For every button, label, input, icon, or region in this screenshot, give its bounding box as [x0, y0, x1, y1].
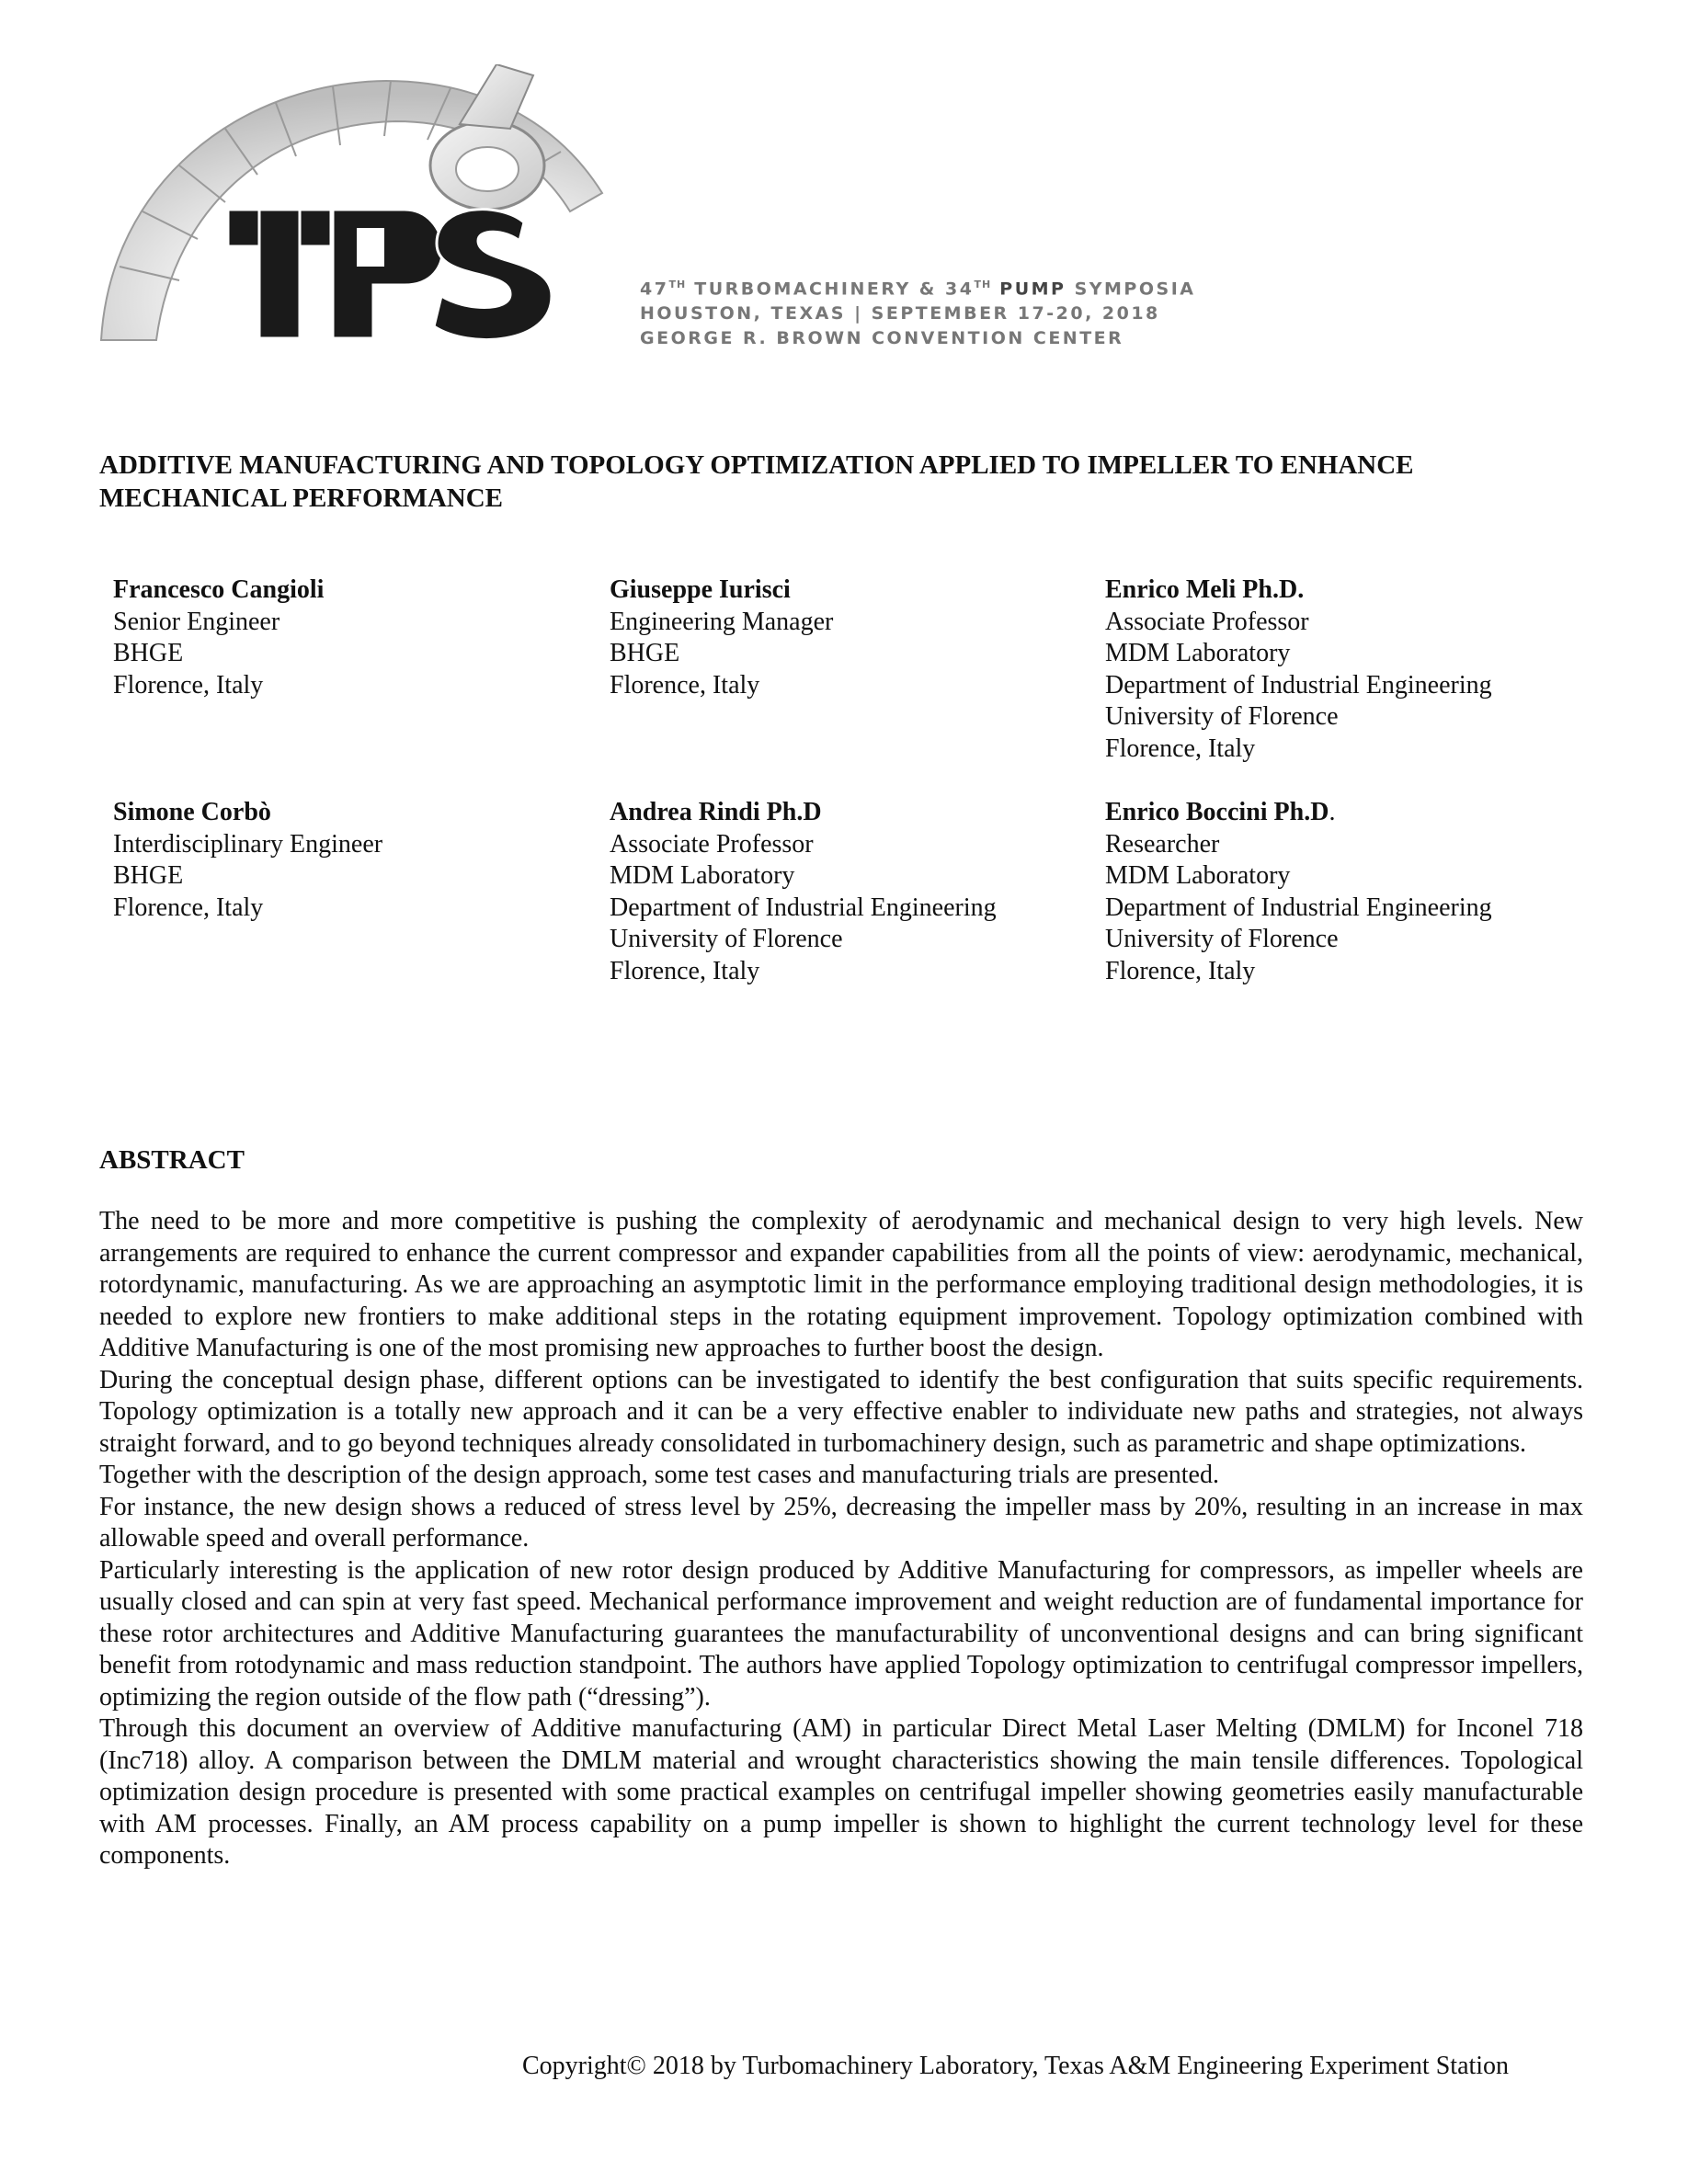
author-affiliation: Department of Industrial Engineering [610, 893, 997, 922]
ordinal-suffix: TH [668, 279, 687, 290]
symposia-line-2: HOUSTON, TEXAS | SEPTEMBER 17-20, 2018 [640, 303, 1160, 324]
pump-word: PUMP [991, 279, 1066, 300]
author-name: Enrico Meli Ph.D. [1105, 575, 1305, 604]
symposia-line-3: GEORGE R. BROWN CONVENTION CENTER [640, 328, 1124, 349]
author-block [1105, 574, 1492, 765]
author-affiliation: MDM Laboratory [1105, 861, 1291, 890]
author-affiliation: BHGE [113, 861, 184, 890]
author-affiliation: University of Florence [610, 925, 843, 953]
author-name: Giuseppe Iurisci [610, 575, 791, 604]
abstract-paragraph: For instance, the new design shows a reduced of stress level by 25%, decreasing the impeller mass by 20%, resulting in an increase in max allowable speed and overall performance. [99, 1492, 1583, 1553]
abstract-paragraph: Particularly interesting is the application of new rotor design produced by Additive Manufacturing for compressors, as impeller wheels are usually closed and can spin at very fast speed. Mechanical performance improvement and weight reduction are of fundamental importance for these rotor architectures and Additive Manufacturing guarantees the manufacturability of unconventional designs and can bring significant benefit from rotodynamic and mass reduction standpoint. The authors have applied Topology optimization to centrifugal compressor impellers, optimizing the region outside of the flow path (“dressing”). [99, 1555, 1583, 1712]
author-affiliation: Florence, Italy [113, 670, 264, 700]
symposia-text: TURBOMACHINERY & 34 [686, 279, 975, 300]
symposia-line-1 [640, 272, 1195, 301]
symposium-logo [92, 64, 625, 358]
author-block [113, 797, 382, 924]
author-affiliation: MDM Laboratory [1105, 639, 1291, 667]
author-affiliation: Researcher [1105, 829, 1220, 859]
author-affiliation: Florence, Italy [1105, 956, 1256, 985]
author-block [1105, 797, 1492, 987]
abstract-paragraph: The need to be more and more competitive is pushing the complexity of aerodynamic and mechanical design to very high levels. New arrangements are required to enhance the current compressor and expander capabilities from all the points of view: aerodynamic, mechanical, rotordynamic, manufacturing. As we are approaching an asymptotic limit in the performance employing traditional design methodologies, it is needed to explore new frontiers to make additional steps in the rotating equipment improvement. Topology optimization combined with Additive Manufacturing is one of the most promising new approaches to further boost the design. [99, 1207, 1583, 1362]
author-affiliation: Department of Industrial Engineering [1105, 670, 1492, 700]
author-affiliation: Engineering Manager [610, 607, 834, 636]
author-affiliation: Associate Professor [1105, 607, 1309, 636]
abstract-paragraph: Through this document an overview of Additive manufacturing (AM) in particular Direct Metal Laser Melting (DMLM) for Inconel 718 (Inc718) alloy. A comparison between the DMLM material and wrought characteristics showing the main tensile differences. Topological optimization design procedure is presented with some practical examples on centrifugal impeller showing geometries easily manufacturable with AM processes. Finally, an AM process capability on a pump impeller is shown to highlight the current technology level for these components. [99, 1714, 1583, 1870]
author-affiliation: MDM Laboratory [610, 861, 795, 890]
author-affiliation: Florence, Italy [610, 670, 760, 700]
abstract-heading: ABSTRACT [99, 1145, 245, 1175]
title-line: ADDITIVE MANUFACTURING AND TOPOLOGY OPTIMIZATION APPLIED TO IMPELLER TO ENHANCE [99, 450, 1414, 480]
logo-text: TPS [92, 64, 94, 65]
author-name: Francesco Cangioli [113, 575, 325, 604]
symposium-info [640, 272, 1195, 351]
author-name: Enrico Boccini Ph.D [1105, 798, 1329, 826]
author-affiliation: University of Florence [1105, 925, 1339, 953]
author-name: Simone Corbò [113, 798, 271, 826]
copyright-notice: Copyright© 2018 by Turbomachinery Laboratory, Texas A&M Engineering Experiment Station [522, 2052, 1510, 2080]
author-block [610, 574, 833, 701]
turbine-impeller-logo-icon [92, 64, 625, 358]
symposium-number: 47 [640, 279, 669, 300]
author-affiliation: University of Florence [1105, 702, 1339, 731]
author-affiliation: Florence, Italy [113, 893, 264, 922]
ordinal-suffix: TH [974, 279, 992, 290]
author-name: Andrea Rindi Ph.D [610, 798, 822, 826]
author-affiliation: Interdisciplinary Engineer [113, 829, 383, 859]
author-affiliation: BHGE [610, 639, 680, 667]
author-name-row [1105, 797, 1492, 829]
author-affiliation: Florence, Italy [610, 956, 760, 985]
abstract-body [99, 1206, 1583, 1872]
paper-title [99, 449, 1589, 515]
symposia-word: SYMPOSIA [1066, 279, 1196, 300]
author-affiliation: Associate Professor [610, 829, 814, 859]
author-affiliation: Department of Industrial Engineering [1105, 893, 1492, 922]
abstract-paragraph: Together with the description of the design approach, some test cases and manufacturing trials are presented. [99, 1461, 1219, 1489]
author-name-suffix: . [1329, 798, 1336, 826]
author-affiliation: Florence, Italy [1105, 734, 1256, 763]
author-affiliation: Senior Engineer [113, 607, 280, 636]
author-affiliation: BHGE [113, 639, 184, 667]
title-line: MECHANICAL PERFORMANCE [99, 483, 504, 513]
author-block [610, 797, 997, 987]
abstract-paragraph: During the conceptual design phase, different options can be investigated to identify the best configuration that suits specific requirements. Topology optimization is a totally new approach and it can be a very effective enabler to individuate new paths and strategies, not always straight forward, and to go beyond techniques already consolidated in turbomachinery design, such as parametric and shape optimizations. [99, 1365, 1583, 1458]
author-block [113, 574, 324, 701]
